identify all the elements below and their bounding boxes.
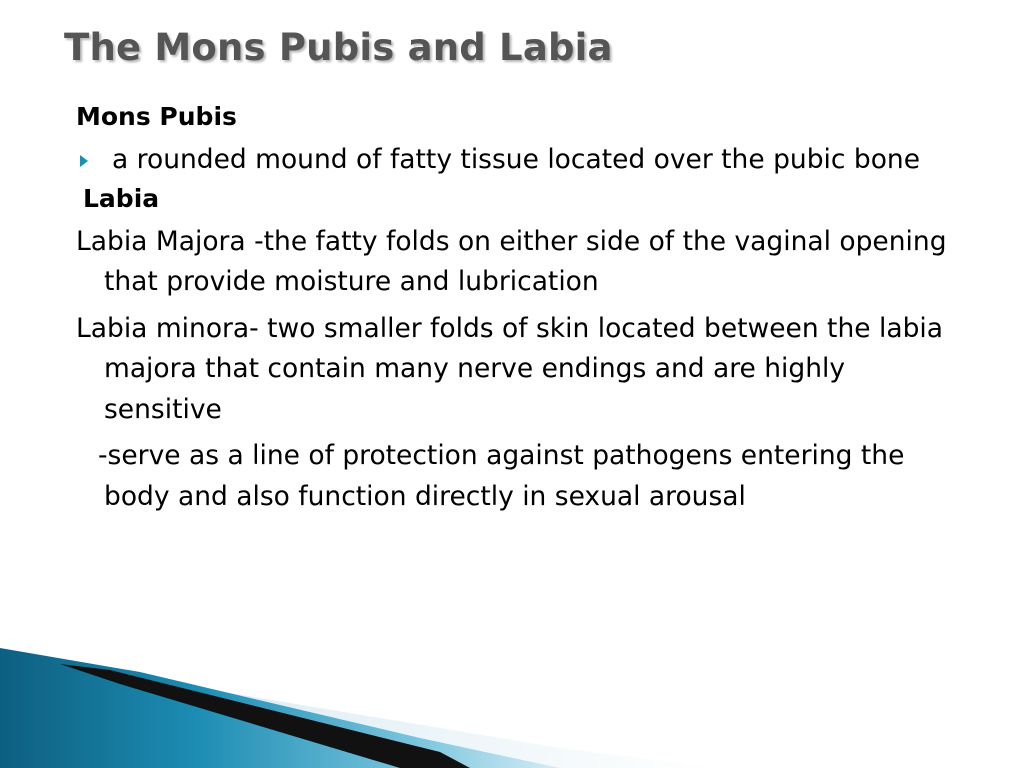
black-stripe	[60, 664, 470, 768]
pale-swoosh	[0, 652, 720, 768]
mons-pubis-bullet	[76, 140, 956, 181]
protection-text: -serve as a line of protection against pathogens entering the body and also function directly in sexual arousal	[98, 440, 905, 512]
labia-majora-text: Labia Majora -the fatty folds on either side of the vaginal opening that provide moisture and lubrication	[76, 225, 947, 297]
mons-pubis-description: a rounded mound of fatty tissue located over the pubic bone	[112, 144, 921, 175]
mons-pubis-heading: Mons Pubis	[76, 102, 237, 131]
blue-swoosh	[0, 648, 560, 768]
labia-minora-text: Labia minora- two smaller folds of skin located between the labia majora that contain many nerve endings and are highly sensitive	[76, 312, 943, 425]
slide-body	[76, 100, 956, 517]
triangle-bullet-icon	[80, 155, 88, 167]
labia-heading: Labia	[83, 183, 160, 213]
slide-title: The Mons Pubis and Labia	[64, 26, 613, 69]
